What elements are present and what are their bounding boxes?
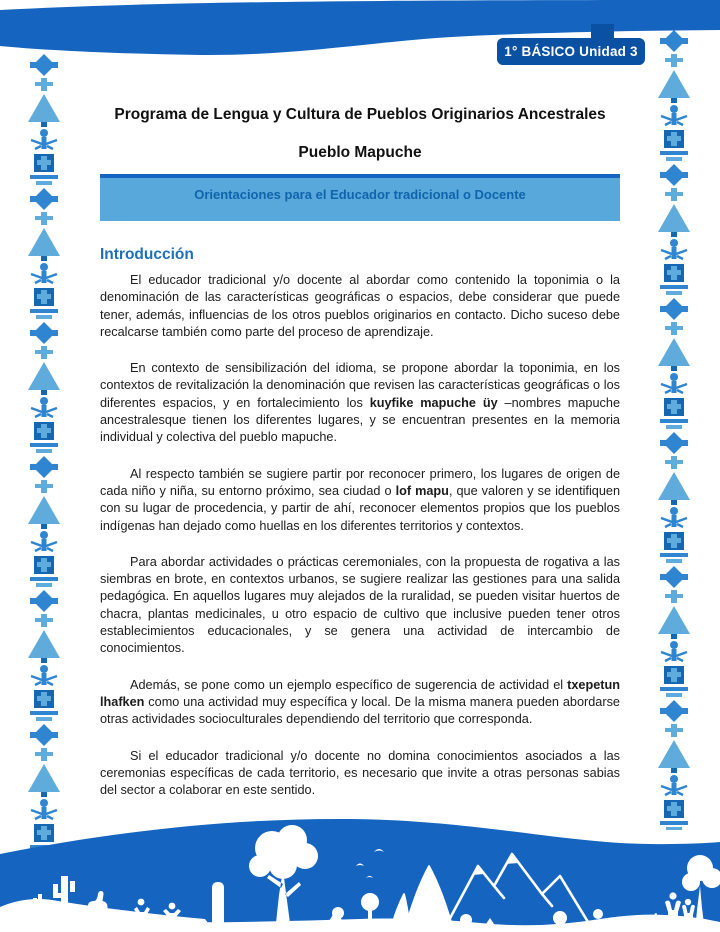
landscape-footer-illustration xyxy=(0,810,720,932)
body-paragraphs xyxy=(100,272,620,818)
unit-badge-label: 1° BÁSICO Unidad 3 xyxy=(504,44,638,59)
unit-badge xyxy=(497,38,645,65)
mapuche-border-left-icon xyxy=(22,54,68,854)
paragraph: Si el educador tradicional y/o docente no domina conocimientos asociados a las ceremonias específicas de cada territorio, es necesario que invite a otras personas sabias del sector a colaborar en este sentido. xyxy=(100,748,620,798)
paragraph: Para abordar actividades o prácticas ceremoniales, con la propuesta de rogativa a las siembras en brote, en contextos urbanos, se sugiere realizar las gestiones para una salida pedagógica. En aquellos lugares muy alejados de la ruralidad, se pueden visitar huertos de chacra, plantas medicinales, u otro espacio de cultivo que inclusive pueden tener otros establecimientos educacionales, y se genera una actividad de intercambio de conocimientos. xyxy=(100,554,620,656)
orientation-banner-label: Orientaciones para el Educador tradicional o Docente xyxy=(194,187,526,202)
paragraph: Al respecto también se sugiere partir por reconocer primero, los lugares de origen de cada niño y niña, su entorno próximo, sea ciudad o lof mapu, que valoren y se identifiquen con su lugar de procedencia, y partir de ahí, reconocer elementos propios que los pueblos indígenas han dejado como huellas en los diferentes territorios y contextos. xyxy=(100,466,620,533)
paragraph: El educador tradicional y/o docente al abordar como contenido la toponimia o la denominación de las características geográficas o espacios, debe considerar que puede tener, además, influencias de los otros pueblos originarios en contacto. Dicho suceso debe recalcarse también como parte del proceso de aprendizaje. xyxy=(100,273,620,339)
paragraph: Además, se pone como un ejemplo específico de sugerencia de actividad el txepetun lhafken como una actividad muy específica y local. De la misma manera pueden abordarse otras actividades socioculturales dependiendo del territorio que corresponda. xyxy=(100,677,620,727)
orientation-banner xyxy=(100,174,620,221)
mapuche-border-right-icon xyxy=(652,30,698,830)
page-subtitle: Pueblo Mapuche xyxy=(298,144,422,161)
section-heading-introduccion: Introducción xyxy=(100,246,194,263)
page-title: Programa de Lengua y Cultura de Pueblos Originarios Ancestrales xyxy=(114,106,606,123)
paragraph: En contexto de sensibilización del idioma, se propone abordar la toponimia, en los contextos de revitalización la denominación que revisen las características geográficas o los diferentes espacios, y en fortalecimiento los kuyfike mapuche üy –nombres mapuche ancestralesque tienen los diferentes lugares, y se encuentran presentes en la memoria individual y colectiva del pueblo mapuche. xyxy=(100,361,620,445)
